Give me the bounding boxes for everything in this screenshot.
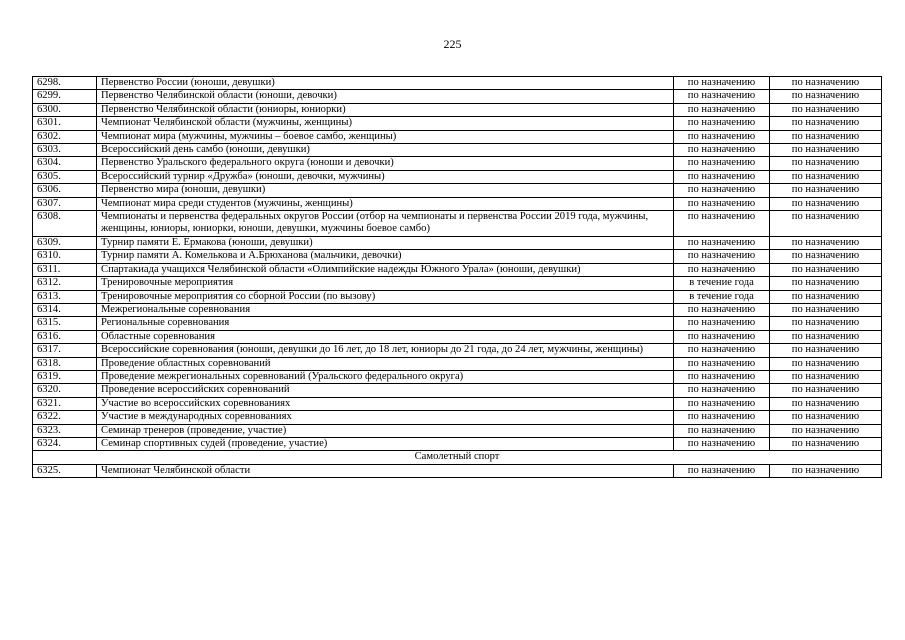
event-name: Участие во всероссийских соревнованиях [97, 397, 674, 410]
table-row [33, 424, 882, 437]
row-number: 6299. [33, 90, 97, 103]
row-number: 6318. [33, 357, 97, 370]
date-cell: по назначению [674, 263, 770, 276]
events-table [32, 76, 882, 478]
table-row [33, 197, 882, 210]
date-cell: по назначению [674, 144, 770, 157]
table-row [33, 103, 882, 116]
row-number: 6315. [33, 317, 97, 330]
table-row [33, 90, 882, 103]
date-cell: по назначению [674, 437, 770, 450]
table-row [33, 263, 882, 276]
date-cell: в течение года [674, 277, 770, 290]
date-cell: по назначению [770, 211, 882, 237]
event-name: Проведение областных соревнований [97, 357, 674, 370]
row-number: 6323. [33, 424, 97, 437]
event-name: Всероссийский турнир «Дружба» (юноши, девочки, мужчины) [97, 170, 674, 183]
event-name: Турнир памяти Е. Ермакова (юноши, девушки) [97, 236, 674, 249]
row-number: 6300. [33, 103, 97, 116]
date-cell: по назначению [674, 357, 770, 370]
event-name: Проведение межрегиональных соревнований (Уральского федерального округа) [97, 370, 674, 383]
row-number: 6321. [33, 397, 97, 410]
event-name: Проведение всероссийских соревнований [97, 384, 674, 397]
table-row [33, 211, 882, 237]
row-number: 6308. [33, 211, 97, 237]
date-cell: по назначению [770, 236, 882, 249]
date-cell: по назначению [674, 303, 770, 316]
event-name: Региональные соревнования [97, 317, 674, 330]
event-name: Чемпионат Челябинской области [97, 464, 674, 477]
table-row [33, 370, 882, 383]
row-number: 6310. [33, 250, 97, 263]
event-name: Спартакиада учащихся Челябинской области «Олимпийские надежды Южного Урала» (юноши, девушки) [97, 263, 674, 276]
date-cell: по назначению [770, 370, 882, 383]
date-cell: по назначению [770, 277, 882, 290]
date-cell: по назначению [770, 130, 882, 143]
date-cell: по назначению [674, 184, 770, 197]
date-cell: по назначению [674, 330, 770, 343]
date-cell: по назначению [674, 236, 770, 249]
row-number: 6324. [33, 437, 97, 450]
event-name: Первенство Челябинской области (юноши, девочки) [97, 90, 674, 103]
date-cell: по назначению [674, 397, 770, 410]
table-row [33, 290, 882, 303]
date-cell: по назначению [674, 384, 770, 397]
event-name: Турнир памяти А. Комелькова и А.Брюханова (мальчики, девочки) [97, 250, 674, 263]
event-name: Чемпионаты и первенства федеральных округов России (отбор на чемпионаты и первенства России 2019 года, мужчины, женщины, юниоры, юниорки, юноши, девушки, мужчины боевое самбо) [97, 211, 674, 237]
date-cell: по назначению [674, 250, 770, 263]
date-cell: по назначению [674, 77, 770, 90]
table-row [33, 130, 882, 143]
event-name: Тренировочные мероприятия [97, 277, 674, 290]
table-row [33, 437, 882, 450]
date-cell: по назначению [770, 117, 882, 130]
date-cell: по назначению [674, 411, 770, 424]
event-name: Областные соревнования [97, 330, 674, 343]
date-cell: по назначению [770, 250, 882, 263]
event-name: Первенство Уральского федерального округа (юноши и девочки) [97, 157, 674, 170]
date-cell: по назначению [674, 211, 770, 237]
section-header-row [33, 451, 882, 464]
date-cell: по назначению [770, 424, 882, 437]
event-name: Чемпионат мира (мужчины, мужчины – боевое самбо, женщины) [97, 130, 674, 143]
table-row [33, 170, 882, 183]
row-number: 6314. [33, 303, 97, 316]
row-number: 6302. [33, 130, 97, 143]
date-cell: по назначению [674, 117, 770, 130]
table-row [33, 117, 882, 130]
table-row [33, 77, 882, 90]
row-number: 6313. [33, 290, 97, 303]
date-cell: по назначению [770, 170, 882, 183]
table-row [33, 317, 882, 330]
row-number: 6301. [33, 117, 97, 130]
date-cell: по назначению [770, 157, 882, 170]
date-cell: по назначению [770, 330, 882, 343]
event-name: Межрегиональные соревнования [97, 303, 674, 316]
row-number: 6317. [33, 344, 97, 357]
date-cell: по назначению [770, 263, 882, 276]
table-row [33, 384, 882, 397]
date-cell: по назначению [770, 77, 882, 90]
table-row [33, 330, 882, 343]
row-number: 6311. [33, 263, 97, 276]
row-number: 6312. [33, 277, 97, 290]
date-cell: по назначению [770, 144, 882, 157]
date-cell: по назначению [770, 464, 882, 477]
row-number: 6322. [33, 411, 97, 424]
date-cell: по назначению [770, 384, 882, 397]
date-cell: по назначению [770, 437, 882, 450]
date-cell: по назначению [770, 357, 882, 370]
date-cell: по назначению [674, 197, 770, 210]
event-name: Первенство Челябинской области (юниоры, юниорки) [97, 103, 674, 116]
table-row [33, 344, 882, 357]
row-number: 6325. [33, 464, 97, 477]
date-cell: по назначению [674, 424, 770, 437]
date-cell: по назначению [674, 344, 770, 357]
row-number: 6307. [33, 197, 97, 210]
table-row [33, 357, 882, 370]
event-name: Первенство мира (юноши, девушки) [97, 184, 674, 197]
row-number: 6309. [33, 236, 97, 249]
row-number: 6298. [33, 77, 97, 90]
row-number: 6304. [33, 157, 97, 170]
date-cell: по назначению [770, 411, 882, 424]
event-name: Всероссийский день самбо (юноши, девушки) [97, 144, 674, 157]
date-cell: по назначению [770, 317, 882, 330]
event-name: Всероссийские соревнования (юноши, девушки до 16 лет, до 18 лет, юниоры до 21 года, до 24 лет, мужчины, женщины) [97, 344, 674, 357]
page-number: 225 [443, 37, 462, 51]
table-row [33, 144, 882, 157]
table-row [33, 184, 882, 197]
table-row [33, 277, 882, 290]
date-cell: по назначению [770, 303, 882, 316]
date-cell: по назначению [674, 370, 770, 383]
date-cell: по назначению [674, 464, 770, 477]
event-name: Семинар тренеров (проведение, участие) [97, 424, 674, 437]
table-row [33, 303, 882, 316]
date-cell: по назначению [770, 344, 882, 357]
event-name: Участие в международных соревнованиях [97, 411, 674, 424]
row-number: 6305. [33, 170, 97, 183]
table-row [33, 397, 882, 410]
date-cell: по назначению [674, 157, 770, 170]
table-row [33, 411, 882, 424]
section-title: Самолетный спорт [33, 451, 882, 464]
event-name: Чемпионат мира среди студентов (мужчины, женщины) [97, 197, 674, 210]
event-name: Чемпионат Челябинской области (мужчины, женщины) [97, 117, 674, 130]
row-number: 6303. [33, 144, 97, 157]
date-cell: по назначению [770, 90, 882, 103]
table-body [33, 77, 882, 478]
date-cell: по назначению [770, 290, 882, 303]
table-row [33, 464, 882, 477]
date-cell: по назначению [770, 103, 882, 116]
table-row [33, 250, 882, 263]
table-row [33, 157, 882, 170]
date-cell: по назначению [674, 317, 770, 330]
event-name: Тренировочные мероприятия со сборной России (по вызову) [97, 290, 674, 303]
date-cell: по назначению [674, 103, 770, 116]
date-cell: в течение года [674, 290, 770, 303]
date-cell: по назначению [770, 197, 882, 210]
row-number: 6316. [33, 330, 97, 343]
table-row [33, 236, 882, 249]
row-number: 6306. [33, 184, 97, 197]
date-cell: по назначению [770, 184, 882, 197]
event-name: Первенство России (юноши, девушки) [97, 77, 674, 90]
date-cell: по назначению [674, 90, 770, 103]
row-number: 6319. [33, 370, 97, 383]
date-cell: по назначению [674, 170, 770, 183]
date-cell: по назначению [674, 130, 770, 143]
row-number: 6320. [33, 384, 97, 397]
date-cell: по назначению [770, 397, 882, 410]
event-name: Семинар спортивных судей (проведение, участие) [97, 437, 674, 450]
